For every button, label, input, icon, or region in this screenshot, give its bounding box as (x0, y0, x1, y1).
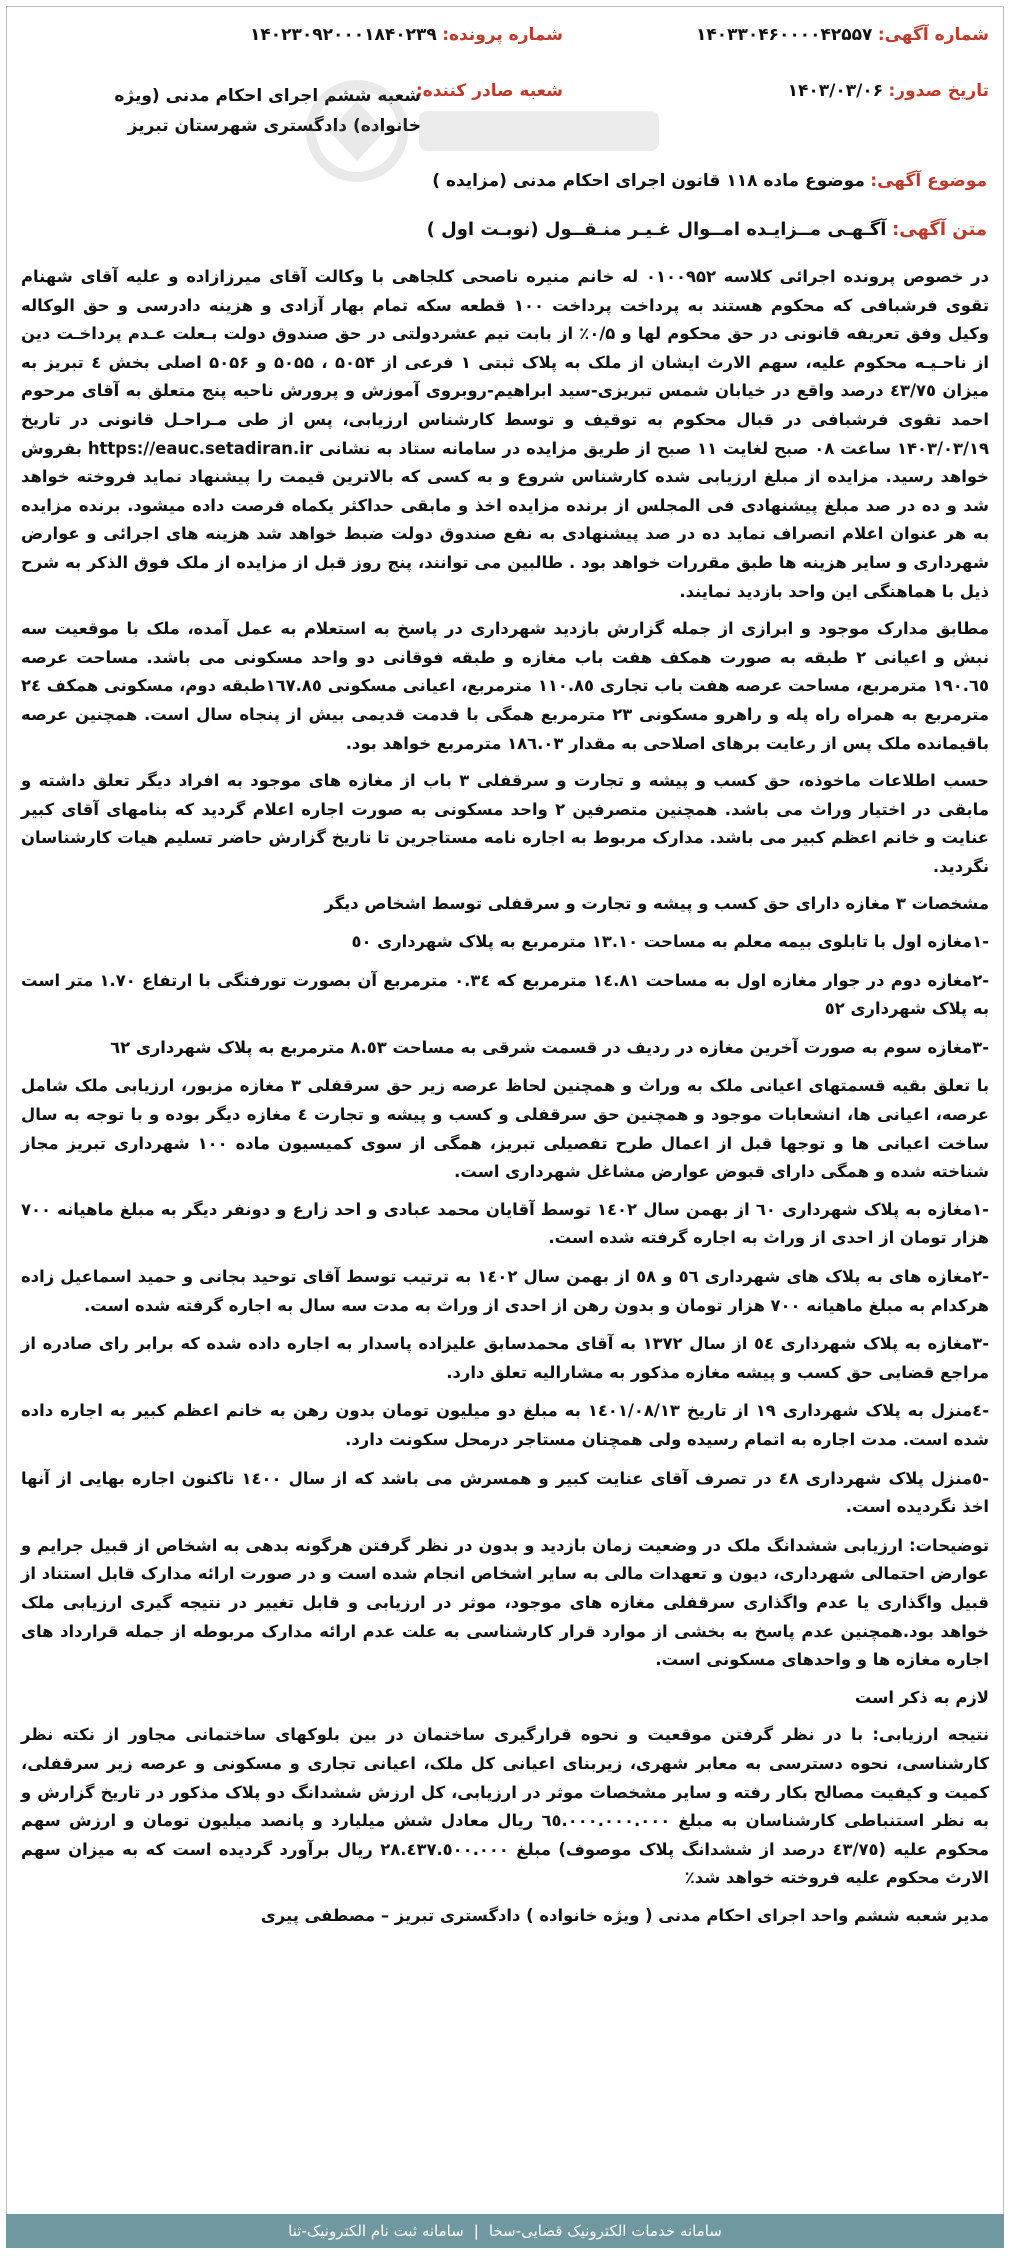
paragraph-occupancy: حسب اطلاعات ماخوذه، حق کسب و پیشه و تجارت و سرقفلی ۳ باب از مغازه های موجود به افراد دیگر تعلق داشته و مابقی در اختیار وراث می باشد. همچنین متصرفین ۲ واحد مسکونی به صورت اجاره اعلام گردید که بنامهای آقای کبیر عنایت و خانم اعظم کبیر می باشد. مدارک مربوط به اجاره نامه مستاجرین تا تاریخ گزارش حاضر تسلیم هیات کارشناسان نگردید. (21, 771, 989, 876)
issuer-value: شعبه ششم اجرای احکام مدنی (ویژه خانواده) دادگستری شهرستان تبریز (114, 86, 421, 136)
paragraph-case-text-b: بفروش خواهد رسید. مزایده از مبلغ ارزیابی شده کارشناس شروع و به کسی که بالاترین قیمت را پیشنهاد نماید فروخته خواهد شد و ده در صد مبلغ پیشنهادی فی المجلس از برنده مزایده اخذ و مابقی حداکثر یکماه فرصت داده میشود. برنده مزایده به هر عنوان اعلام انصراف نماید ده در صد پیشنهادی به نفع صندوق دولت ضبط خواهد شد هزینه های اجرائی و عوارض شهرداری و سایر هزینه ها طبق مقررات خواهد بود . طالبین می توانند، پنج روز قبل از مزایده از ملک فوق الذکر به شرح ذیل با هماهنگی این واحد بازدید نمایند. (21, 438, 989, 601)
issuer-label: شعبه صادر کننده: (415, 81, 563, 101)
paragraph-property: مطابق مدارک موجود و ابرازی از جمله گزارش بازدید شهرداری در پاسخ به استعلام به عمل آمده، ملک با موقعیت سه نبش و اعیانی ۲ طبقه به صورت همکف هفت باب مغازه و طبقه فوقانی دو واحد مسکونی می باشد. مساحت عرصه ۱۹۰.٦٥ مترمربع، مساحت عرصه هفت باب تجاری ۱۱۰.۸٥ مترمربع، اعیانی مسکونی ۱٦٧.۸٥طبقه دوم، مسکونی همکف ٢٤ مترمربع به همراه راه پله و راهرو مسکونی ٢٣ مترمربع همگی با قدمت قدیمی بیش از پنجاه سال است. همچنین عرصه باقیمانده ملک پس از رعایت برهای اصلاحی به مقدار ۱۸٦.۰۳ مترمربع خواهد بود. (21, 619, 989, 753)
paragraph-case-text-a: در خصوص پرونده اجرائی کلاسه ۰۱۰۰۹۵۲ له خانم منیره ناصحی کلجاهی با وکالت آقای میرزازاده و علیه آقای شهنام تقوی فرشبافی که محکوم هستند به پرداخت پرداخت ۱۰۰ قطعه سکه تمام بهار آزادی و هزینه دادرسی و حق الوکاله وکیل وفق تعریفه قانونی در حق محکوم لها و ۰/۵٪ از بابت نیم عشردولتی در حق صندوق دولت بـعلت عـدم پرداخـت دین از ناحـیـه محکوم علیه، سهم الارث ایشان از ملک به پلاک ثبتی ۱ فرعی از ۵۰۵۴ ، ۵۰۵۵ و ۵۰۵۶ اصلی بخش ٤ تبریز به میزان ٤٣/٧٥ درصد واقع در خیابان شمس تبریزی-سید ابراهیم-روبروی آموزش و پرورش ناحیه پنج متعلق به آقای مرحوم احمد تقوی فرشبافی در قبال محکوم به توقیف و توسط کارشناس ارزیابی، پس از طی مـراحـل قانونی در تاریخ ۱۴۰۳/۰۳/۱۹ ساعت ۰۸ صبح لغایت ۱۱ صبح از طریق مزایده در سامانه ستاد به نشانی (21, 267, 990, 458)
list-item: -۳مغازه سوم به صورت آخرین مغازه در ردیف در قسمت شرقی به مساحت ۸.٥٣ مترمربع به پلاک شهرداری ٦٢ (110, 1037, 989, 1057)
paragraph-case (21, 263, 989, 606)
footer-link-sakha[interactable]: سامانه خدمات الکترونیک قضایی-سخا (488, 2222, 722, 2240)
list-item: -٤منزل به پلاک شهرداری ۱۹ از تاریخ ۱٤۰۱/۰۸/۱۳ به مبلغ دو میلیون تومان بدون رهن به خانم اعظم کبیر به اجاره داده شده است. مدت اجاره به اتمام رسیده ولی همچنان مستاجر درمحل سکونت دارد. (21, 1401, 989, 1449)
paragraph-heirs: با تعلق بقیه قسمتهای اعیانی ملک به وراث و همچنین لحاظ عرصه زیر حق سرقفلی ۳ مغازه مزبور، ارزیابی ملک شامل عرصه، اعیانی ها، انشعابات موجود و همچنین حق سرقفلی و کسب و پیشه و تجارت ٤ مغازه دیگر بوده و با توجه به سال ساخت اعیانی ها و توجها قبل از اعمال طرح تفصیلی تبریز، همگی از سوی کمیسیون ماده ۱۰۰ شهرداری تبریز مجاز شناخته شده و همگی دارای قبوض عوارض مشاغل شهرداری است. (21, 1076, 990, 1182)
list-item: -۲مغازه های به پلاک های شهرداری ٥٦ و ٥۸ از بهمن سال ۱٤۰۲ به ترتیب توسط آقای توحید بجانی و حمید اسماعیل زاده هرکدام به مبلغ ماهیانه ۷۰۰ هزار تومان و بدون رهن از احدی از وراث به مدت سه سال به اجاره گرفته شده است. (21, 1267, 989, 1315)
auction-site-link[interactable]: https://eauc.setadiran.ir (87, 438, 313, 458)
subject-value: موضوع ماده ۱۱۸ قانون اجرای احکام مدنی (مزایده ) (432, 171, 865, 191)
subject-label: موضوع آگهی: (870, 171, 987, 191)
footer-link-sana[interactable]: سامانه ثبت نام الکترونیک-ثنا (288, 2222, 464, 2240)
case-number (250, 25, 563, 55)
footer-bar (6, 2214, 1004, 2248)
title-value: آگـهـی مــزایـده امــوال غـیـر منـقــول (نوبـت اول ) (426, 219, 887, 240)
paragraph-shops-heading: مشخصات ۳ مغازه دارای حق کسب و پیشه و تجارت و سرقفلی توسط اشخاص دیگر (324, 894, 989, 914)
paragraph-notes: توضیحات: ارزیابی ششدانگ ملک در وضعیت زمان بازدید و بدون در نظر گرفتن هرگونه بدهی به اشخاص از قبیل جرایم و عوارض احتمالی شهرداری، دیون و تعهدات مالی به سایر اشخاص انجام شده است و در صورت ارائه مدارک قابل استناد از قبیل واگذاری یا عدم واگذاری سرقفلی مغازه های موجود، موثر در ارزیابی و قابل تغییر در نتیجه گیری ارزیابی ملک خواهد بود.همچنین عدم پاسخ به بخشی از موارد قرار کارشناسی به علت عدم ارائه مدارک مربوطه از جمله قرارداد های اجاره مغازه ها و واحدهای مسکونی است. (21, 1535, 989, 1670)
case-number-label: شماره پرونده: (442, 25, 563, 45)
list-item: -۳مغازه به پلاک شهرداری ٥٤ از سال ۱۳۷۲ به آقای محمدسابق علیزاده پاسدار به اجاره داده شده که برابر رای صادره از مراجع قضایی حق کسب و پیشه مغازه مذکور به مشارالیه تعلق دارد. (21, 1334, 989, 1382)
list-item: -۲مغازه دوم در جوار مغازه اول به مساحت ۱٤.۸۱ مترمربع که ۰.۳٤ مترمربع آن بصورت تورفتگی با ارتفاع ۱.۷۰ متر است به پلاک شهرداری ٥٢ (21, 970, 990, 1019)
issue-date-label: تاریخ صدور: (888, 81, 989, 101)
notice-number-label: شماره آگهی: (877, 25, 989, 45)
footer-separator: | (473, 2222, 479, 2240)
signature: مدیر شعبه ششم واحد اجرای احکام مدنی ( ویژه خانواده ) دادگستری تبریز – مصطفی پیری (260, 1905, 989, 1925)
paragraph-note-heading: لازم به ذکر است (854, 1687, 989, 1707)
list-item: -٥منزل پلاک شهرداری ٤۸ در تصرف آقای عنایت کبیر و همسرش می باشد که از سال ۱٤۰۰ تاکنون اجاره بهایی از آنها اخذ نگردیده است. (21, 1468, 989, 1517)
issue-date (788, 81, 989, 111)
notice-body (21, 263, 989, 1939)
issue-date-value: ۱۴۰۳/۰۳/۰۶ (787, 81, 884, 101)
case-number-value: ۱۴۰۲۳۰۹۲۰۰۰۱۸۴۰۲۳۹ (250, 25, 437, 45)
notice-subject (432, 171, 987, 191)
paragraph-valuation: نتیجه ارزیابی: با در نظر گرفتن موقعیت و نحوه قرارگیری ساختمان در بین بلوکهای ساختمانی مجاور از نکته نظر کارشناسی، نحوه دسترسی به معابر شهری، زیربنای اعیانی کل ملک، اعیانی تجاری و مسکونی و عرصه زیر سرقفلی، کمیت و کیفیت مصالح بکار رفته و سایر مشخصات موثر در ارزیابی، کل ارزش ششدانگ دو پلاک مذکور در تاریخ گزارش و به نظر استنباطی کارشناسان به مبلغ ٦٥.۰۰۰.۰۰۰.۰۰۰ ریال معادل شش میلیارد و پانصد میلیون تومان و ارزش سهم محکوم علیه (٤٣/٧٥ درصد از ششدانگ پلاک موصوف) مبلغ ٢٨.٤٣٧.٥۰۰.۰۰۰ ریال برآورد گردیده است که به میزان سهم الارث محکوم علیه فروخته خواهد شد٪ (21, 1725, 990, 1888)
list-item: -۱مغازه اول با تابلوی بیمه معلم به مساحت ۱۳.۱۰ مترمربع به پلاک شهرداری ٥۰ (351, 932, 989, 952)
notice-number-value: ۱۴۰۳۳۰۴۶۰۰۰۰۴۲۵۵۷ (696, 25, 873, 45)
list-item: -۱مغازه به پلاک شهرداری ٦۰ از بهمن سال ۱٤۰۲ توسط آقایان محمد عبادی و احد زارع و دونفر دیگر به مبلغ ماهیانه ۷۰۰ هزار تومان از احدی از وراث به اجاره گرفته شده است. (21, 1199, 989, 1248)
issuer-label-wrap (416, 81, 563, 111)
title-label: متن آگهی: (892, 219, 987, 240)
notice-title (427, 219, 987, 240)
notice-page (6, 6, 1004, 2238)
notice-number (696, 25, 989, 55)
